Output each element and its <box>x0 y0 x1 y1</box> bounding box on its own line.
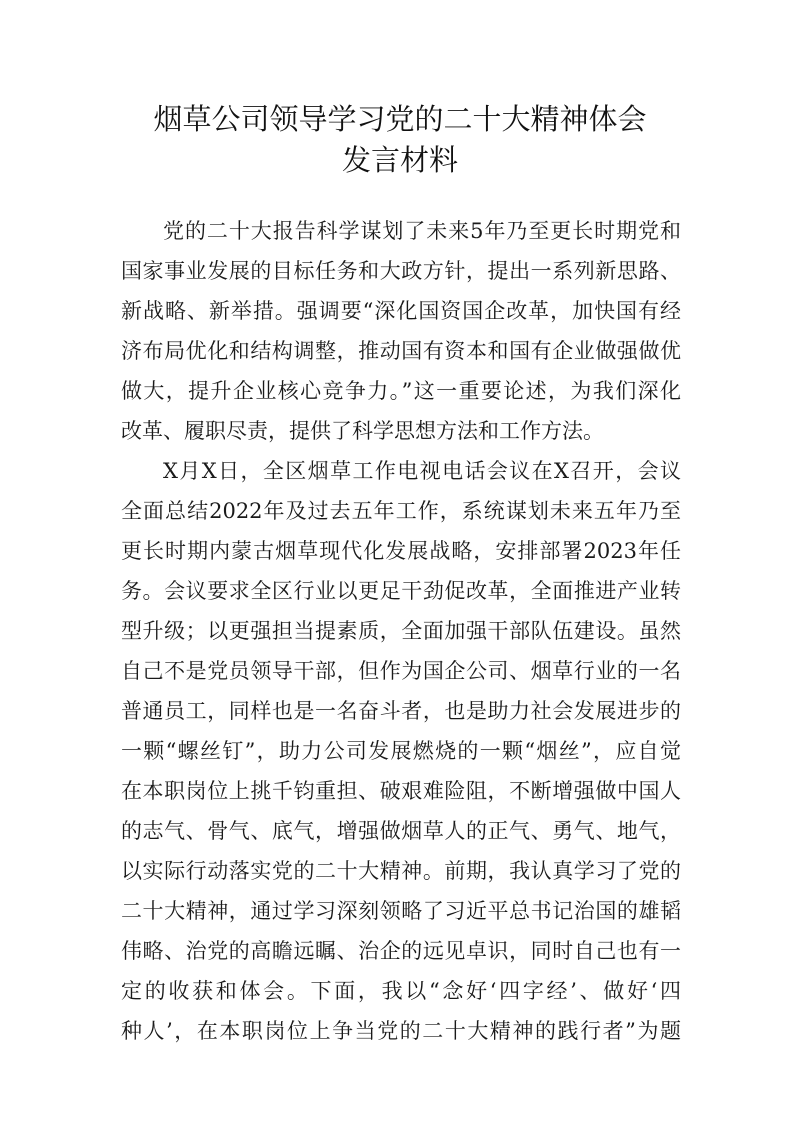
paragraph-1-line: 新战略、新举措。强调要“深化国资国企改革，加快国有经 <box>121 299 681 323</box>
paragraph-2-line: 二十大精神，通过学习深刻领略了习近平总书记治国的雄韬 <box>121 899 681 923</box>
paragraph-2-line: 的志气、骨气、底气，增强做烟草人的正气、勇气、地气， <box>121 819 681 843</box>
paragraph-1-line: 做大，提升企业核心竞争力。”这一重要论述，为我们深化 <box>121 379 681 403</box>
paragraph-2-line: 一颗“螺丝钉”，助力公司发展燃烧的一颗“烟丝”，应自觉 <box>121 739 681 763</box>
paragraph-2-line: 定的收获和体会。下面，我以“念好‘四字经’、做好‘四 <box>121 979 681 1003</box>
paragraph-2-line: 务。会议要求全区行业以更足干劲促改革，全面推进产业转 <box>121 579 681 603</box>
paragraph-1-line: 改革、履职尽责，提供了科学思想方法和工作方法。 <box>121 419 604 443</box>
paragraph-2-line: 在本职岗位上挑千钧重担、破艰难险阻，不断增强做中国人 <box>121 779 681 803</box>
document-title-line-2: 发言材料 <box>341 143 458 177</box>
document-title-line-1: 烟草公司领导学习党的二十大精神体会 <box>153 102 647 136</box>
paragraph-1-line: 济布局优化和结构调整，推动国有资本和国有企业做强做优 <box>121 339 681 363</box>
paragraph-1-line: 党的二十大报告科学谋划了未来5年乃至更长时期党和 <box>163 219 681 243</box>
paragraph-2-line: 伟略、治党的高瞻远瞩、治企的远见卓识，同时自己也有一 <box>121 939 681 963</box>
paragraph-2-line: 全面总结2022年及过去五年工作，系统谋划未来五年乃至 <box>121 499 681 523</box>
paragraph-1-line: 国家事业发展的目标任务和大政方针，提出一系列新思路、 <box>121 259 681 283</box>
paragraph-2-line: 更长时期内蒙古烟草现代化发展战略，安排部署2023年任 <box>121 539 681 563</box>
paragraph-2-line: 以实际行动落实党的二十大精神。前期，我认真学习了党的 <box>121 859 681 883</box>
paragraph-2-line: 自己不是党员领导干部，但作为国企公司、烟草行业的一名 <box>121 659 681 683</box>
paragraph-2-line: 普通员工，同样也是一名奋斗者，也是助力社会发展进步的 <box>121 699 681 723</box>
paragraph-2-line: 型升级；以更强担当提素质，全面加强干部队伍建设。虽然 <box>121 619 681 643</box>
paragraph-2-line: X月X日，全区烟草工作电视电话会议在X召开，会议 <box>163 459 681 483</box>
paragraph-2-line: 种人’，在本职岗位上争当党的二十大精神的践行者”为题 <box>121 1019 681 1043</box>
